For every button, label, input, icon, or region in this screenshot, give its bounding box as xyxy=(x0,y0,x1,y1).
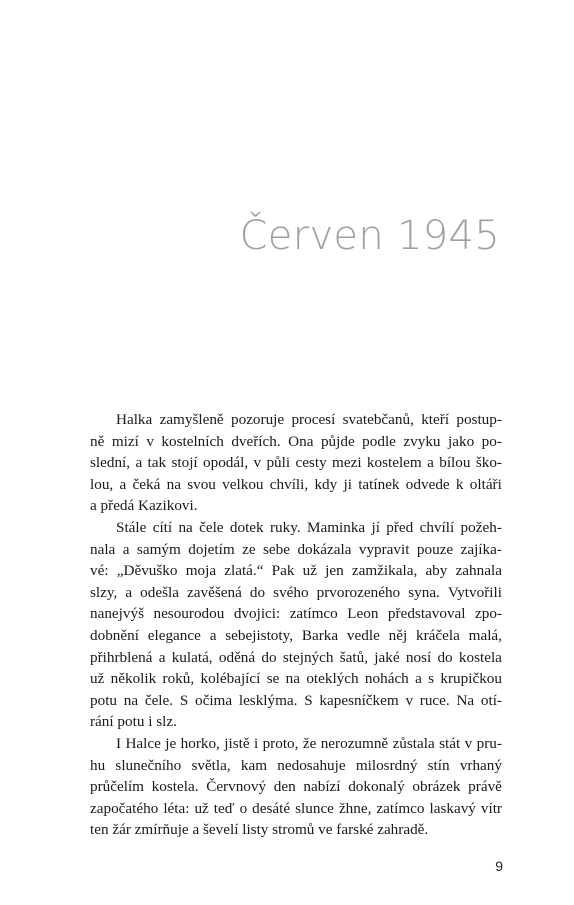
text-line: ně mizí v kostelních dveřích. Ona půjde podle zvyku jako po- xyxy=(90,432,502,450)
text-line: Halka zamyšleně pozoruje procesí svatebčanů, kteří postup- xyxy=(116,411,502,428)
text-line: nala a samým dojetím ze sebe dokázala vypravit pouze zajíka- xyxy=(90,540,502,558)
text-line: průčelím kostela. Červnový den nabízí dokonalý obrázek právě xyxy=(90,778,502,796)
paragraph xyxy=(90,517,502,733)
body-text xyxy=(90,409,502,841)
page-number: 9 xyxy=(495,858,503,874)
text-line: ten žár zmírňuje a ševelí listy stromů ve farské zahradě. xyxy=(90,821,429,839)
text-line: I Halce je horko, jistě i proto, že nerozumně zůstala stát v pru- xyxy=(116,734,502,752)
text-line: započatého léta: už teď o desáté slunce žhne, zatímco laskavý vítr xyxy=(90,799,502,817)
text-line: nanejvýš nesourodou dvojici: zatímco Leon představoval zpo- xyxy=(90,605,502,623)
text-line: lou, a čeká na svou velkou chvíli, kdy ji tatínek odvede k oltáři xyxy=(90,475,502,493)
text-line: Stále cítí na čele dotek ruky. Maminka jí před chvílí požeh- xyxy=(116,518,502,536)
text-line: slzy, a odešla zavěšená do svého prvorozeného syna. Vytvořili xyxy=(90,583,502,601)
text-line: vé: „Děvuško moja zlatá.“ Pak už jen zamžikala, aby zahnala xyxy=(90,562,502,580)
paragraph xyxy=(90,409,502,517)
text-line: rání potu i slz. xyxy=(90,713,177,731)
text-line: hu slunečního světla, kam nedosahuje milosrdný stín vrhaný xyxy=(90,756,502,774)
text-line: dobnění elegance a sebejistoty, Barka vedle něj kráčela malá, xyxy=(90,626,502,644)
text-line: potu na čele. S očima lesklýma. S kapesníčkem v ruce. Na otí- xyxy=(90,691,502,709)
paragraph xyxy=(90,733,502,841)
chapter-title: Červen 1945 xyxy=(239,213,500,259)
text-line: a předá Kazikovi. xyxy=(90,497,198,515)
text-line: už několik roků, kolébající se na oteklých nohách a s krupičkou xyxy=(90,670,502,688)
text-line: slední, a tak stojí opodál, v půli cesty mezi kostelem a bílou ško- xyxy=(90,454,502,472)
text-line: přihrblená a kulatá, oděná do stejných šatů, jaké nosí do kostela xyxy=(90,648,502,666)
